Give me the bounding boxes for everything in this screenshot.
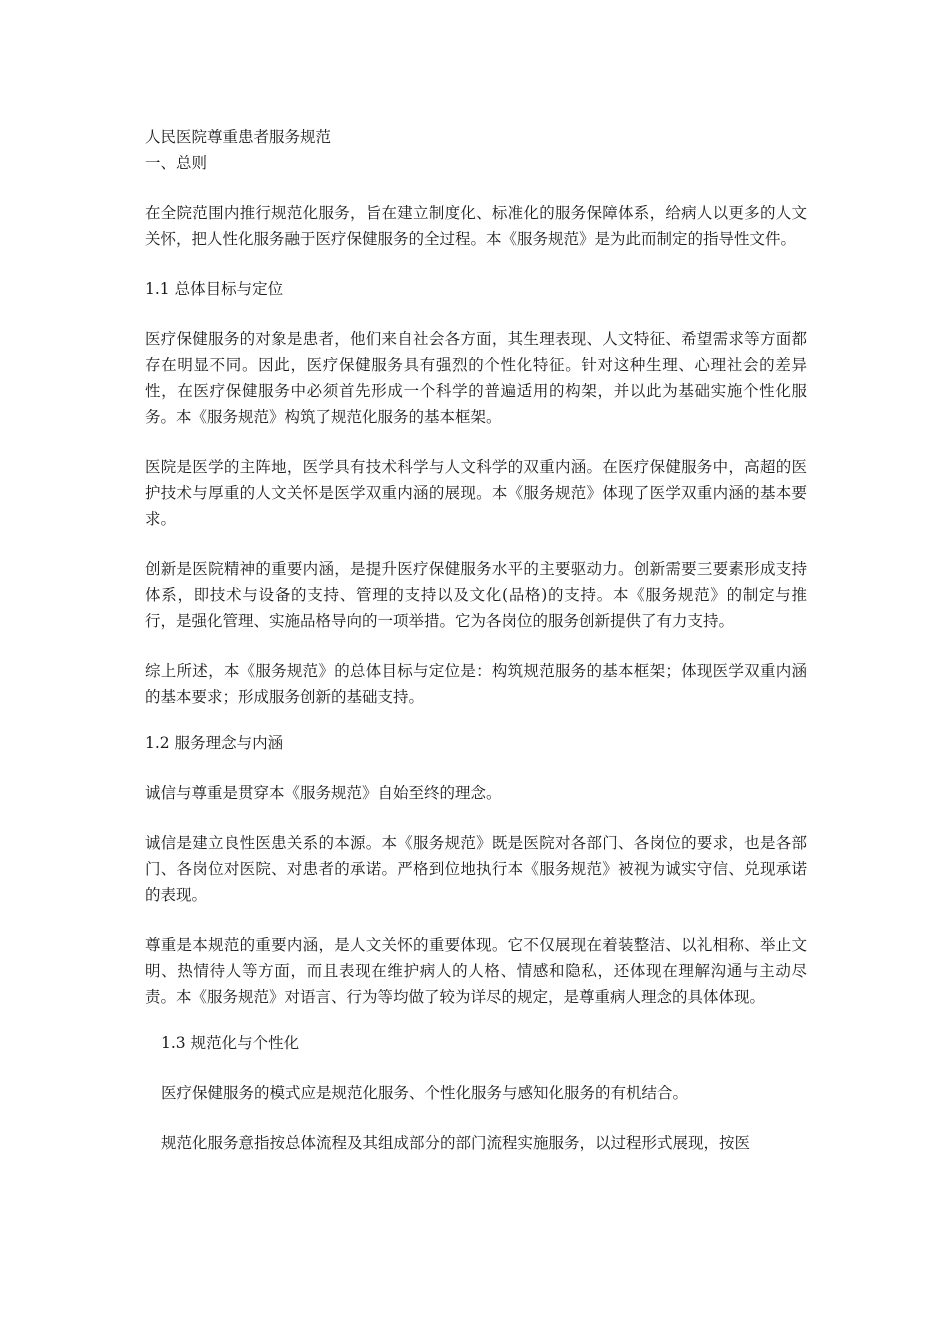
heading-1-3: 1.3 规范化与个性化	[161, 1034, 300, 1052]
paragraph-medical-dual: 医院是医学的主阵地，医学具有技术科学与人文科学的双重内涵。在医疗保健服务中，高超的医护技术与厚重的人文关怀是医学双重内涵的展现。本《服务规范》体现了医学双重内涵的基本要求。	[145, 458, 807, 528]
paragraph-intro: 在全院范围内推行规范化服务，旨在建立制度化、标准化的服务保障体系，给病人以更多的人文关怀，把人性化服务融于医疗保健服务的全过程。本《服务规范》是为此而制定的指导性文件。	[145, 204, 807, 248]
document-title: 人民医院尊重患者服务规范	[145, 128, 332, 146]
paragraph-integrity: 诚信是建立良性医患关系的本源。本《服务规范》既是医院对各部门、各岗位的要求，也是各部门、各岗位对医院、对患者的承诺。严格到位地执行本《服务规范》被视为诚实守信、兑现承诺的表现。	[145, 834, 807, 904]
section-heading-general: 一、总则	[145, 154, 208, 172]
paragraph-standardized: 规范化服务意指按总体流程及其组成部分的部门流程实施服务，以过程形式展现，按医	[161, 1134, 751, 1152]
heading-1-1: 1.1 总体目标与定位	[145, 280, 284, 298]
paragraph-innovation: 创新是医院精神的重要内涵，是提升医疗保健服务水平的主要驱动力。创新需要三要素形成支持体系，即技术与设备的支持、管理的支持以及文化(品格)的支持。本《服务规范》的制定与推行，是强化管理、实施品格导向的一项举措。它为各岗位的服务创新提供了有力支持。	[145, 560, 807, 630]
paragraph-service-objects: 医疗保健服务的对象是患者，他们来自社会各方面，其生理表现、人文特征、希望需求等方面都存在明显不同。因此，医疗保健服务具有强烈的个性化特征。针对这种生理、心理社会的差异性，在医疗保健服务中必须首先形成一个科学的普遍适用的构架，并以此为基础实施个性化服务。本《服务规范》构筑了规范化服务的基本框架。	[145, 330, 807, 426]
paragraph-service-model: 医疗保健服务的模式应是规范化服务、个性化服务与感知化服务的有机结合。	[161, 1084, 689, 1102]
document-page	[145, 124, 807, 1156]
heading-1-2: 1.2 服务理念与内涵	[145, 734, 284, 752]
paragraph-integrity-respect: 诚信与尊重是贯穿本《服务规范》自始至终的理念。	[145, 784, 502, 802]
paragraph-summary: 综上所述，本《服务规范》的总体目标与定位是：构筑规范服务的基本框架；体现医学双重内涵的基本要求；形成服务创新的基础支持。	[145, 662, 807, 706]
paragraph-respect: 尊重是本规范的重要内涵，是人文关怀的重要体现。它不仅展现在着装整洁、以礼相称、举止文明、热情待人等方面，而且表现在维护病人的人格、情感和隐私，还体现在理解沟通与主动尽责。本《服务规范》对语言、行为等均做了较为详尽的规定，是尊重病人理念的具体体现。	[145, 936, 807, 1006]
